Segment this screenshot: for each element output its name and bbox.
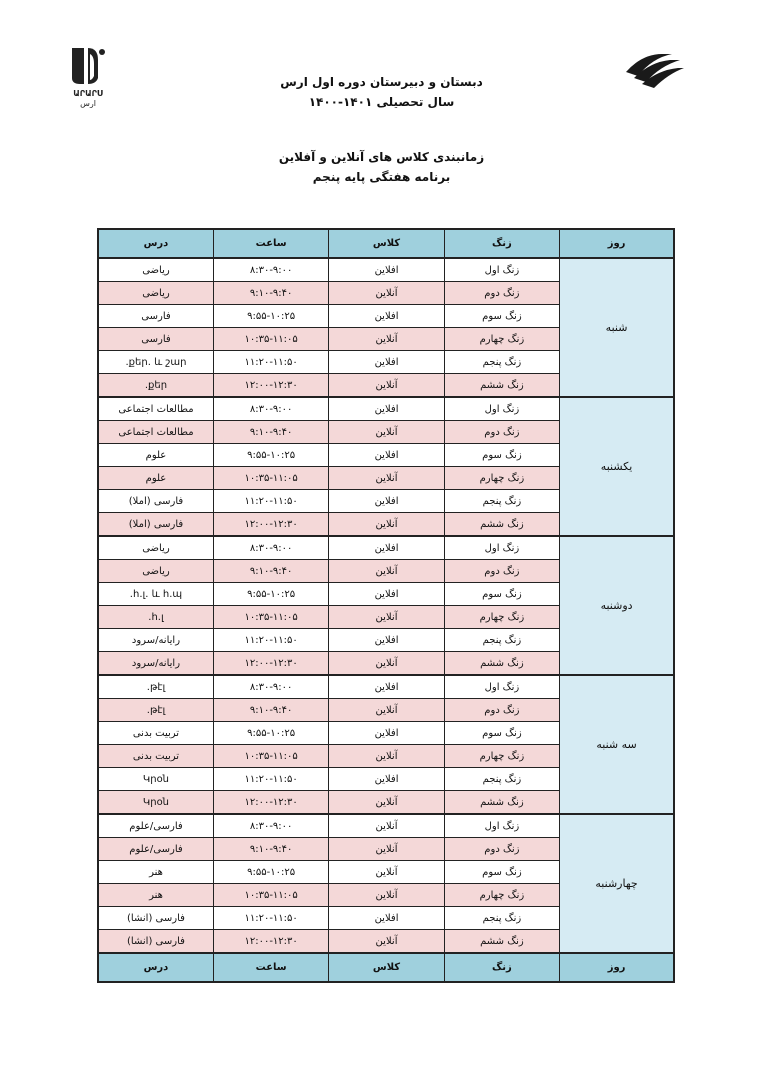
class-cell: آنلاین	[329, 606, 444, 629]
subject-cell: քեր.	[98, 374, 213, 398]
subject-cell: فارسی (املا)	[98, 513, 213, 537]
subject-cell: فارسی	[98, 305, 213, 328]
bell-cell: زنگ دوم	[444, 560, 559, 583]
table-row	[98, 258, 674, 282]
day-cell: یکشنبه	[560, 397, 674, 536]
bell-cell: زنگ چهارم	[444, 328, 559, 351]
subject-cell: هنر	[98, 861, 213, 884]
subject-cell: رایانه/سرود	[98, 629, 213, 652]
bell-cell: زنگ ششم	[444, 791, 559, 815]
bell-cell: زنگ سوم	[444, 583, 559, 606]
time-cell: ۱۰:۳۵-۱۱:۰۵	[213, 606, 328, 629]
table-row	[98, 814, 674, 838]
time-cell: ۹:۵۵-۱۰:۲۵	[213, 444, 328, 467]
time-cell: ۱۰:۳۵-۱۱:۰۵	[213, 467, 328, 490]
subject-cell: فارسی/علوم	[98, 838, 213, 861]
bell-cell: زنگ پنجم	[444, 490, 559, 513]
table-footer-row	[98, 953, 674, 982]
bell-cell: زنگ سوم	[444, 861, 559, 884]
class-cell: آنلاین	[329, 791, 444, 815]
bell-cell: زنگ سوم	[444, 305, 559, 328]
logo-text-top: ԱՐԱՐՍ	[73, 89, 103, 98]
bell-cell: زنگ چهارم	[444, 745, 559, 768]
subject-cell: քեր. և շար.	[98, 351, 213, 374]
subject-cell: هنر	[98, 884, 213, 907]
subject-cell: مطالعات اجتماعی	[98, 421, 213, 444]
subject-cell: թէլ.	[98, 675, 213, 699]
time-cell: ۱۱:۲۰-۱۱:۵۰	[213, 351, 328, 374]
bell-cell: زنگ پنجم	[444, 768, 559, 791]
bell-cell: زنگ ششم	[444, 652, 559, 676]
bell-cell: زنگ چهارم	[444, 606, 559, 629]
class-cell: افلاین	[329, 722, 444, 745]
subject-cell: ریاضی	[98, 282, 213, 305]
class-cell: آنلاین	[329, 652, 444, 676]
header-time: ساعت	[213, 229, 328, 258]
time-cell: ۱۰:۳۵-۱۱:۰۵	[213, 884, 328, 907]
subject-cell: Կրօն	[98, 768, 213, 791]
header-day: روز	[560, 229, 674, 258]
subject-cell: فارسی (انشا)	[98, 907, 213, 930]
bell-cell: زنگ چهارم	[444, 467, 559, 490]
bell-cell: زنگ اول	[444, 814, 559, 838]
time-cell: ۹:۱۰-۹:۴۰	[213, 838, 328, 861]
weekly-schedule-table	[97, 228, 675, 983]
class-cell: افلاین	[329, 629, 444, 652]
time-cell: ۸:۳۰-۹:۰۰	[213, 814, 328, 838]
schedule-body	[98, 258, 674, 953]
subject-cell: فارسی	[98, 328, 213, 351]
class-cell: آنلاین	[329, 513, 444, 537]
page-subtitle: برنامه هفتگی پایه پنجم	[312, 170, 451, 184]
page-title: زمانبندی کلاس های آنلاین و آفلاین	[278, 150, 485, 164]
bell-cell: زنگ اول	[444, 675, 559, 699]
header-bell: زنگ	[444, 229, 559, 258]
footer-bell: زنگ	[444, 953, 559, 982]
subject-cell: թէլ.	[98, 699, 213, 722]
day-cell: شنبه	[560, 258, 674, 397]
time-cell: ۹:۵۵-۱۰:۲۵	[213, 305, 328, 328]
time-cell: ۹:۱۰-۹:۴۰	[213, 421, 328, 444]
class-cell: افلاین	[329, 536, 444, 560]
subject-cell: հ.լ.	[98, 606, 213, 629]
time-cell: ۸:۳۰-۹:۰۰	[213, 536, 328, 560]
subject-cell: رایانه/سرود	[98, 652, 213, 676]
time-cell: ۱۰:۳۵-۱۱:۰۵	[213, 328, 328, 351]
time-cell: ۱۰:۳۵-۱۱:۰۵	[213, 745, 328, 768]
footer-day: روز	[560, 953, 674, 982]
header-subject: درس	[98, 229, 213, 258]
time-cell: ۸:۳۰-۹:۰۰	[213, 258, 328, 282]
class-cell: افلاین	[329, 444, 444, 467]
time-cell: ۱۲:۰۰-۱۲:۳۰	[213, 374, 328, 398]
class-cell: آنلاین	[329, 838, 444, 861]
class-cell: آنلاین	[329, 699, 444, 722]
time-cell: ۹:۱۰-۹:۴۰	[213, 699, 328, 722]
subject-cell: ریاضی	[98, 258, 213, 282]
school-name: دبستان و دبیرستان دوره اول ارس	[280, 75, 483, 89]
subject-cell: تربیت بدنی	[98, 745, 213, 768]
bell-cell: زنگ پنجم	[444, 351, 559, 374]
bell-cell: زنگ سوم	[444, 444, 559, 467]
class-cell: افلاین	[329, 907, 444, 930]
day-cell: دوشنبه	[560, 536, 674, 675]
class-cell: آنلاین	[329, 884, 444, 907]
class-cell: آنلاین	[329, 421, 444, 444]
subject-cell: հ.լ. և հ.պ.	[98, 583, 213, 606]
class-cell: افلاین	[329, 675, 444, 699]
bell-cell: زنگ ششم	[444, 513, 559, 537]
time-cell: ۹:۱۰-۹:۴۰	[213, 282, 328, 305]
subject-cell: فارسی (املا)	[98, 490, 213, 513]
bell-cell: زنگ اول	[444, 258, 559, 282]
footer-time: ساعت	[213, 953, 328, 982]
academic-year: سال تحصیلی ۱۴۰۱-۱۴۰۰	[308, 95, 455, 109]
bell-cell: زنگ دوم	[444, 421, 559, 444]
bell-cell: زنگ دوم	[444, 282, 559, 305]
bell-cell: زنگ سوم	[444, 722, 559, 745]
subject-cell: فارسی/علوم	[98, 814, 213, 838]
class-cell: افلاین	[329, 768, 444, 791]
bell-cell: زنگ اول	[444, 397, 559, 421]
time-cell: ۱۱:۲۰-۱۱:۵۰	[213, 629, 328, 652]
time-cell: ۱۱:۲۰-۱۱:۵۰	[213, 768, 328, 791]
time-cell: ۱۲:۰۰-۱۲:۳۰	[213, 791, 328, 815]
time-cell: ۱۱:۲۰-۱۱:۵۰	[213, 490, 328, 513]
header-class: کلاس	[329, 229, 444, 258]
table-row	[98, 675, 674, 699]
table-row	[98, 397, 674, 421]
class-cell: افلاین	[329, 258, 444, 282]
subject-cell: ریاضی	[98, 560, 213, 583]
class-cell: آنلاین	[329, 861, 444, 884]
class-cell: آنلاین	[329, 560, 444, 583]
table-row	[98, 536, 674, 560]
table-header-row	[98, 229, 674, 258]
subject-cell: فارسی (انشا)	[98, 930, 213, 954]
time-cell: ۱۲:۰۰-۱۲:۳۰	[213, 930, 328, 954]
bell-cell: زنگ دوم	[444, 699, 559, 722]
footer-class: کلاس	[329, 953, 444, 982]
bell-cell: زنگ پنجم	[444, 907, 559, 930]
bell-cell: زنگ اول	[444, 536, 559, 560]
class-cell: افلاین	[329, 305, 444, 328]
class-cell: آنلاین	[329, 814, 444, 838]
class-cell: آنلاین	[329, 328, 444, 351]
time-cell: ۸:۳۰-۹:۰۰	[213, 397, 328, 421]
class-cell: افلاین	[329, 397, 444, 421]
day-cell: سه شنبه	[560, 675, 674, 814]
class-cell: افلاین	[329, 583, 444, 606]
bell-cell: زنگ ششم	[444, 374, 559, 398]
class-cell: افلاین	[329, 351, 444, 374]
time-cell: ۹:۵۵-۱۰:۲۵	[213, 861, 328, 884]
time-cell: ۸:۳۰-۹:۰۰	[213, 675, 328, 699]
class-cell: آنلاین	[329, 374, 444, 398]
subject-cell: مطالعات اجتماعی	[98, 397, 213, 421]
subject-cell: Կրօն	[98, 791, 213, 815]
bell-cell: زنگ پنجم	[444, 629, 559, 652]
bell-cell: زنگ ششم	[444, 930, 559, 954]
class-cell: آنلاین	[329, 282, 444, 305]
subject-cell: تربیت بدنی	[98, 722, 213, 745]
time-cell: ۹:۵۵-۱۰:۲۵	[213, 722, 328, 745]
logo-text-bottom: ارس	[80, 99, 96, 108]
subject-cell: ریاضی	[98, 536, 213, 560]
class-cell: آنلاین	[329, 467, 444, 490]
class-cell: آنلاین	[329, 930, 444, 954]
subject-cell: علوم	[98, 467, 213, 490]
time-cell: ۱۲:۰۰-۱۲:۳۰	[213, 513, 328, 537]
footer-subject: درس	[98, 953, 213, 982]
day-cell: چهارشنبه	[560, 814, 674, 953]
time-cell: ۹:۵۵-۱۰:۲۵	[213, 583, 328, 606]
bell-cell: زنگ دوم	[444, 838, 559, 861]
time-cell: ۱۱:۲۰-۱۱:۵۰	[213, 907, 328, 930]
time-cell: ۹:۱۰-۹:۴۰	[213, 560, 328, 583]
class-cell: افلاین	[329, 490, 444, 513]
class-cell: آنلاین	[329, 745, 444, 768]
subject-cell: علوم	[98, 444, 213, 467]
bell-cell: زنگ چهارم	[444, 884, 559, 907]
time-cell: ۱۲:۰۰-۱۲:۳۰	[213, 652, 328, 676]
